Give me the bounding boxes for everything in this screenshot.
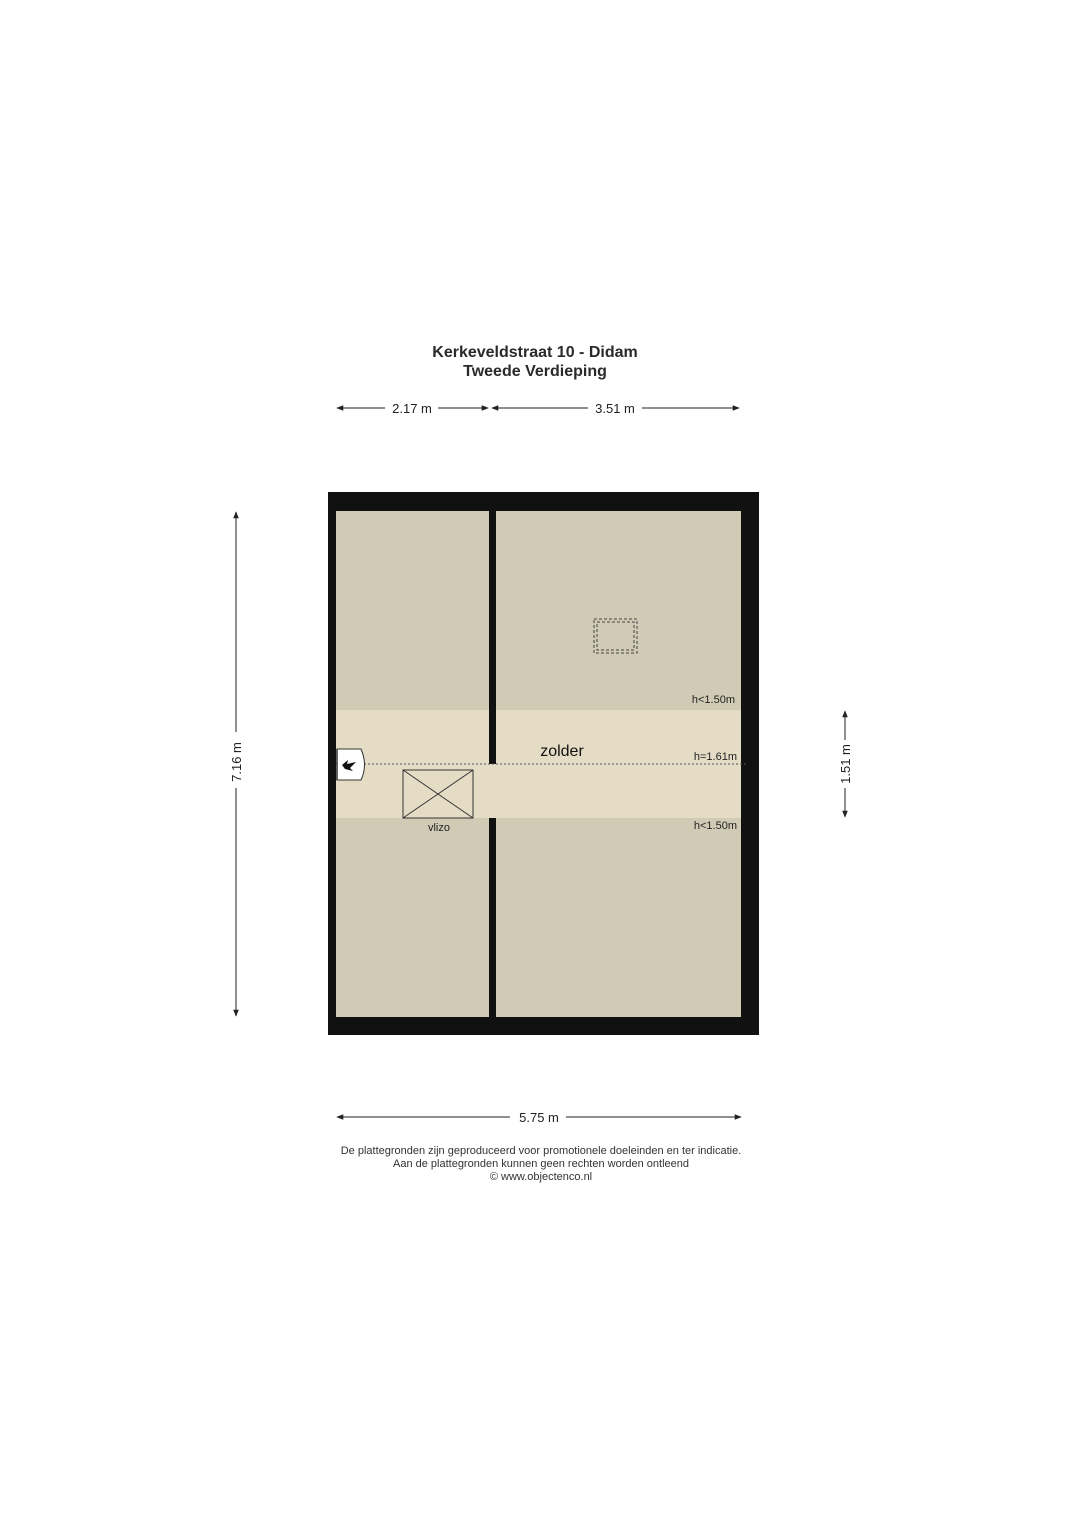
footer-copyright: © www.objectenco.nl [489, 1171, 593, 1183]
dimension-top-left-label: 2.17 m [392, 401, 432, 416]
dimension-left [229, 512, 244, 1016]
dimension-bottom [337, 1110, 741, 1125]
height-note-upper: h<1.50m [691, 694, 735, 706]
footer-disclaimer-line1: De plattegronden zijn geproduceerd voor promotionele doeleinden en ter indicatie. [340, 1145, 742, 1157]
room-label-attic: zolder [540, 743, 584, 760]
partition-wall-upper [489, 511, 496, 764]
hatch-label: vlizo [427, 822, 451, 834]
partition-wall-lower [489, 820, 496, 1017]
plan-title-address: Kerkeveldstraat 10 - Didam [432, 344, 638, 361]
dimension-bottom-label: 5.75 m [519, 1110, 559, 1125]
plan-title-floor: Tweede Verdieping [463, 363, 607, 380]
dimension-right [838, 711, 853, 817]
dimension-left-label: 7.16 m [229, 742, 244, 782]
dimension-top [337, 401, 739, 416]
dimension-top-right-label: 3.51 m [595, 401, 635, 416]
height-note-lower: h<1.50m [693, 820, 737, 832]
boiler-icon [337, 749, 365, 780]
footer-disclaimer-line2: Aan de plattegronden kunnen geen rechten worden ontleend [392, 1158, 690, 1170]
height-note-ridge: h=1.61m [693, 751, 737, 763]
dimension-right-label: 1.51 m [838, 744, 853, 784]
